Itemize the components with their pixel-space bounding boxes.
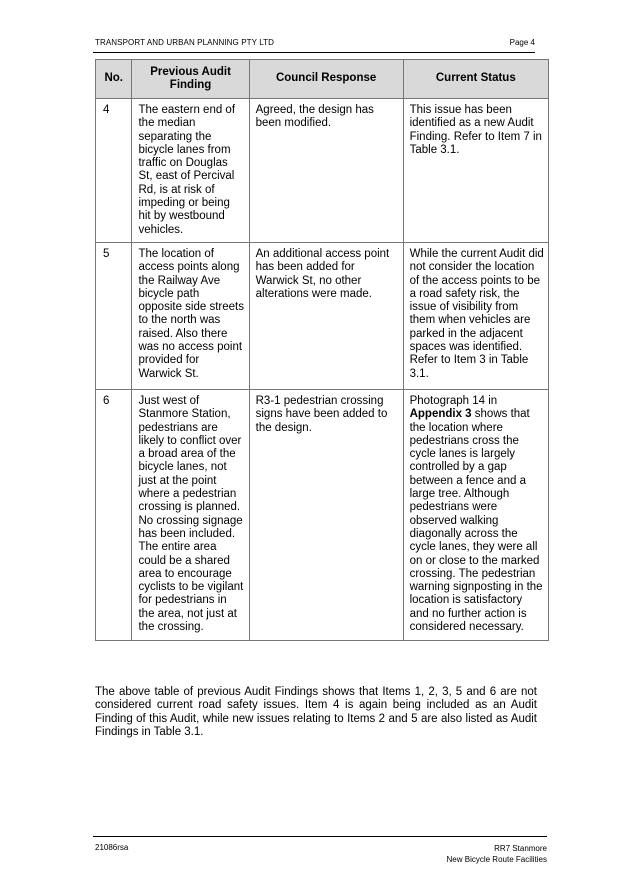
table-row [96,389,549,640]
row-status [403,389,548,640]
audit-findings-table [95,59,549,641]
row-finding: Just west of Stanmore Station, pedestrians are likely to conflict over a broad area of the bicycle lanes, not just at the point where a pedestrian crossing is planned. No crossing signage has been included. The entire area could be a shared area to encourage cyclists to be vigilant for pedestrians in the area, not just at the crossing. [132,389,249,640]
footer-project [447,843,547,865]
footer-project-line2: New Bicycle Route Facilities [446,855,547,864]
table-row [96,242,549,389]
row-response: Agreed, the design has been modified. [249,99,403,243]
row-status: This issue has been identified as a new Audit Finding. Refer to Item 7 in Table 3.1. [403,99,548,243]
row-number: 6 [96,389,132,640]
row-finding: The eastern end of the median separating the bicycle lanes from traffic on Douglas St, east of Percival Rd, is at risk of impeding or being hit by westbound vehicles. [132,99,249,243]
col-header-current-status: Current Status [403,60,548,99]
header-page-number: Page 4 [509,38,535,47]
col-header-previous-finding: Previous Audit Finding [132,60,249,99]
footer-document-id: 21086rsa [95,843,129,852]
header-rule [93,52,535,53]
header-company: TRANSPORT AND URBAN PLANNING PTY LTD [95,38,275,47]
footer-project-line1: RR7 Stanmore [494,844,547,853]
row-status: While the current Audit did not consider the location of the access points to be a road safety risk, the issue of visibility from them when vehicles are parked in the adjacent spaces was identified. Refer to Item 3 in Table 3.1. [403,242,548,389]
status-text-rest: shows that the location where pedestrians cross the cycle lanes is largely controlled by a gap between a fence and a large tree. Although pedestrians were observed walking diagonally across the cycle lanes, they were all on or close to the marked crossing. The pedestrian warning signposting in the location is satisfactory and no further action is considered necessary. [409,408,543,634]
row-finding: The location of access points along the Railway Ave bicycle path opposite side streets to the north was raised. Also there was no access point provided for Warwick St. [132,242,249,389]
footer-rule [93,836,547,837]
col-header-council-response: Council Response [249,60,403,99]
col-header-no: No. [96,60,132,99]
table-header-row [96,60,549,99]
status-text-start: Photograph 14 in [409,394,498,407]
table-row [96,99,549,243]
appendix-reference: Appendix 3 [409,408,472,421]
row-number: 5 [96,242,132,389]
row-response: R3-1 pedestrian crossing signs have been added to the design. [249,389,403,640]
summary-paragraph: The above table of previous Audit Findings shows that Items 1, 2, 3, 5 and 6 are not considered current road safety issues. Item 4 is again being included as an Audit Finding of this Audit, while new issues relating to Items 2 and 5 are also listed as Audit Findings in Table 3.1. [95,686,537,739]
row-number: 4 [96,99,132,243]
row-response: An additional access point has been added for Warwick St, no other alterations were made. [249,242,403,389]
